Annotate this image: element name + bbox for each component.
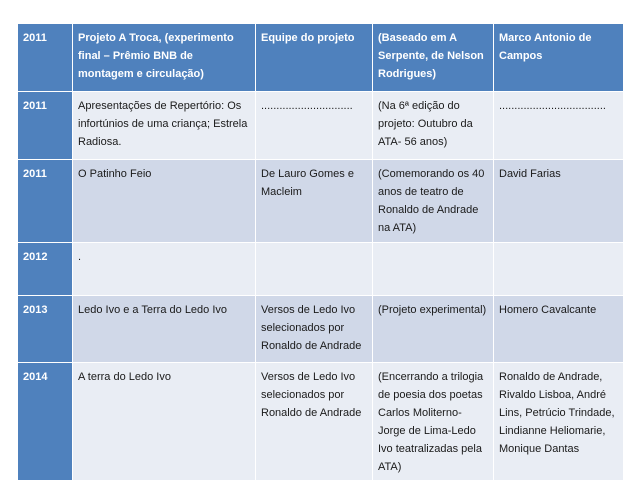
year-cell: 2014 [18, 363, 73, 480]
year-cell: 2011 [18, 92, 73, 160]
header-note-cell: (Baseado em A Serpente, de Nelson Rodrigues) [373, 24, 494, 92]
note-cell: (Na 6ª edição do projeto: Outubro da ATA- 56 anos) [373, 92, 494, 160]
table-row [18, 160, 624, 243]
year-cell: 2013 [18, 296, 73, 363]
table-row [18, 363, 624, 480]
title-cell: A terra do Ledo Ivo [73, 363, 256, 480]
table-row [18, 92, 624, 160]
table-header-row [18, 24, 624, 92]
director-cell [494, 243, 624, 296]
note-cell: (Comemorando os 40 anos de teatro de Ronaldo de Andrade na ATA) [373, 160, 494, 243]
title-cell: . [73, 243, 256, 296]
header-director-cell: Marco Antonio de Campos [494, 24, 624, 92]
table-row [18, 243, 624, 296]
team-cell: Versos de Ledo Ivo selecionados por Ronaldo de Andrade [256, 363, 373, 480]
header-team-cell: Equipe do projeto [256, 24, 373, 92]
title-cell: Apresentações de Repertório: Os infortúnios de uma criança; Estrela Radiosa. [73, 92, 256, 160]
team-cell [256, 243, 373, 296]
note-cell [373, 243, 494, 296]
note-cell: (Encerrando a trilogia de poesia dos poetas Carlos Moliterno-Jorge de Lima-Ledo Ivo teatralizadas pela ATA) [373, 363, 494, 480]
director-cell: ................................... [494, 92, 624, 160]
director-cell: Homero Cavalcante [494, 296, 624, 363]
team-cell: .............................. [256, 92, 373, 160]
director-cell: Ronaldo de Andrade, Rivaldo Lisboa, André Lins, Petrúcio Trindade, Lindianne Heliomarie, Monique Dantas [494, 363, 624, 480]
productions-table [17, 23, 624, 480]
note-cell: (Projeto experimental) [373, 296, 494, 363]
year-cell: 2012 [18, 243, 73, 296]
team-cell: Versos de Ledo Ivo selecionados por Ronaldo de Andrade [256, 296, 373, 363]
header-title-cell: Projeto A Troca, (experimento final – Prêmio BNB de montagem e circulação) [73, 24, 256, 92]
title-cell: O Patinho Feio [73, 160, 256, 243]
table-row [18, 296, 624, 363]
header-year-cell: 2011 [18, 24, 73, 92]
team-cell: De Lauro Gomes e Macleim [256, 160, 373, 243]
title-cell: Ledo Ivo e a Terra do Ledo Ivo [73, 296, 256, 363]
director-cell: David Farias [494, 160, 624, 243]
year-cell: 2011 [18, 160, 73, 243]
